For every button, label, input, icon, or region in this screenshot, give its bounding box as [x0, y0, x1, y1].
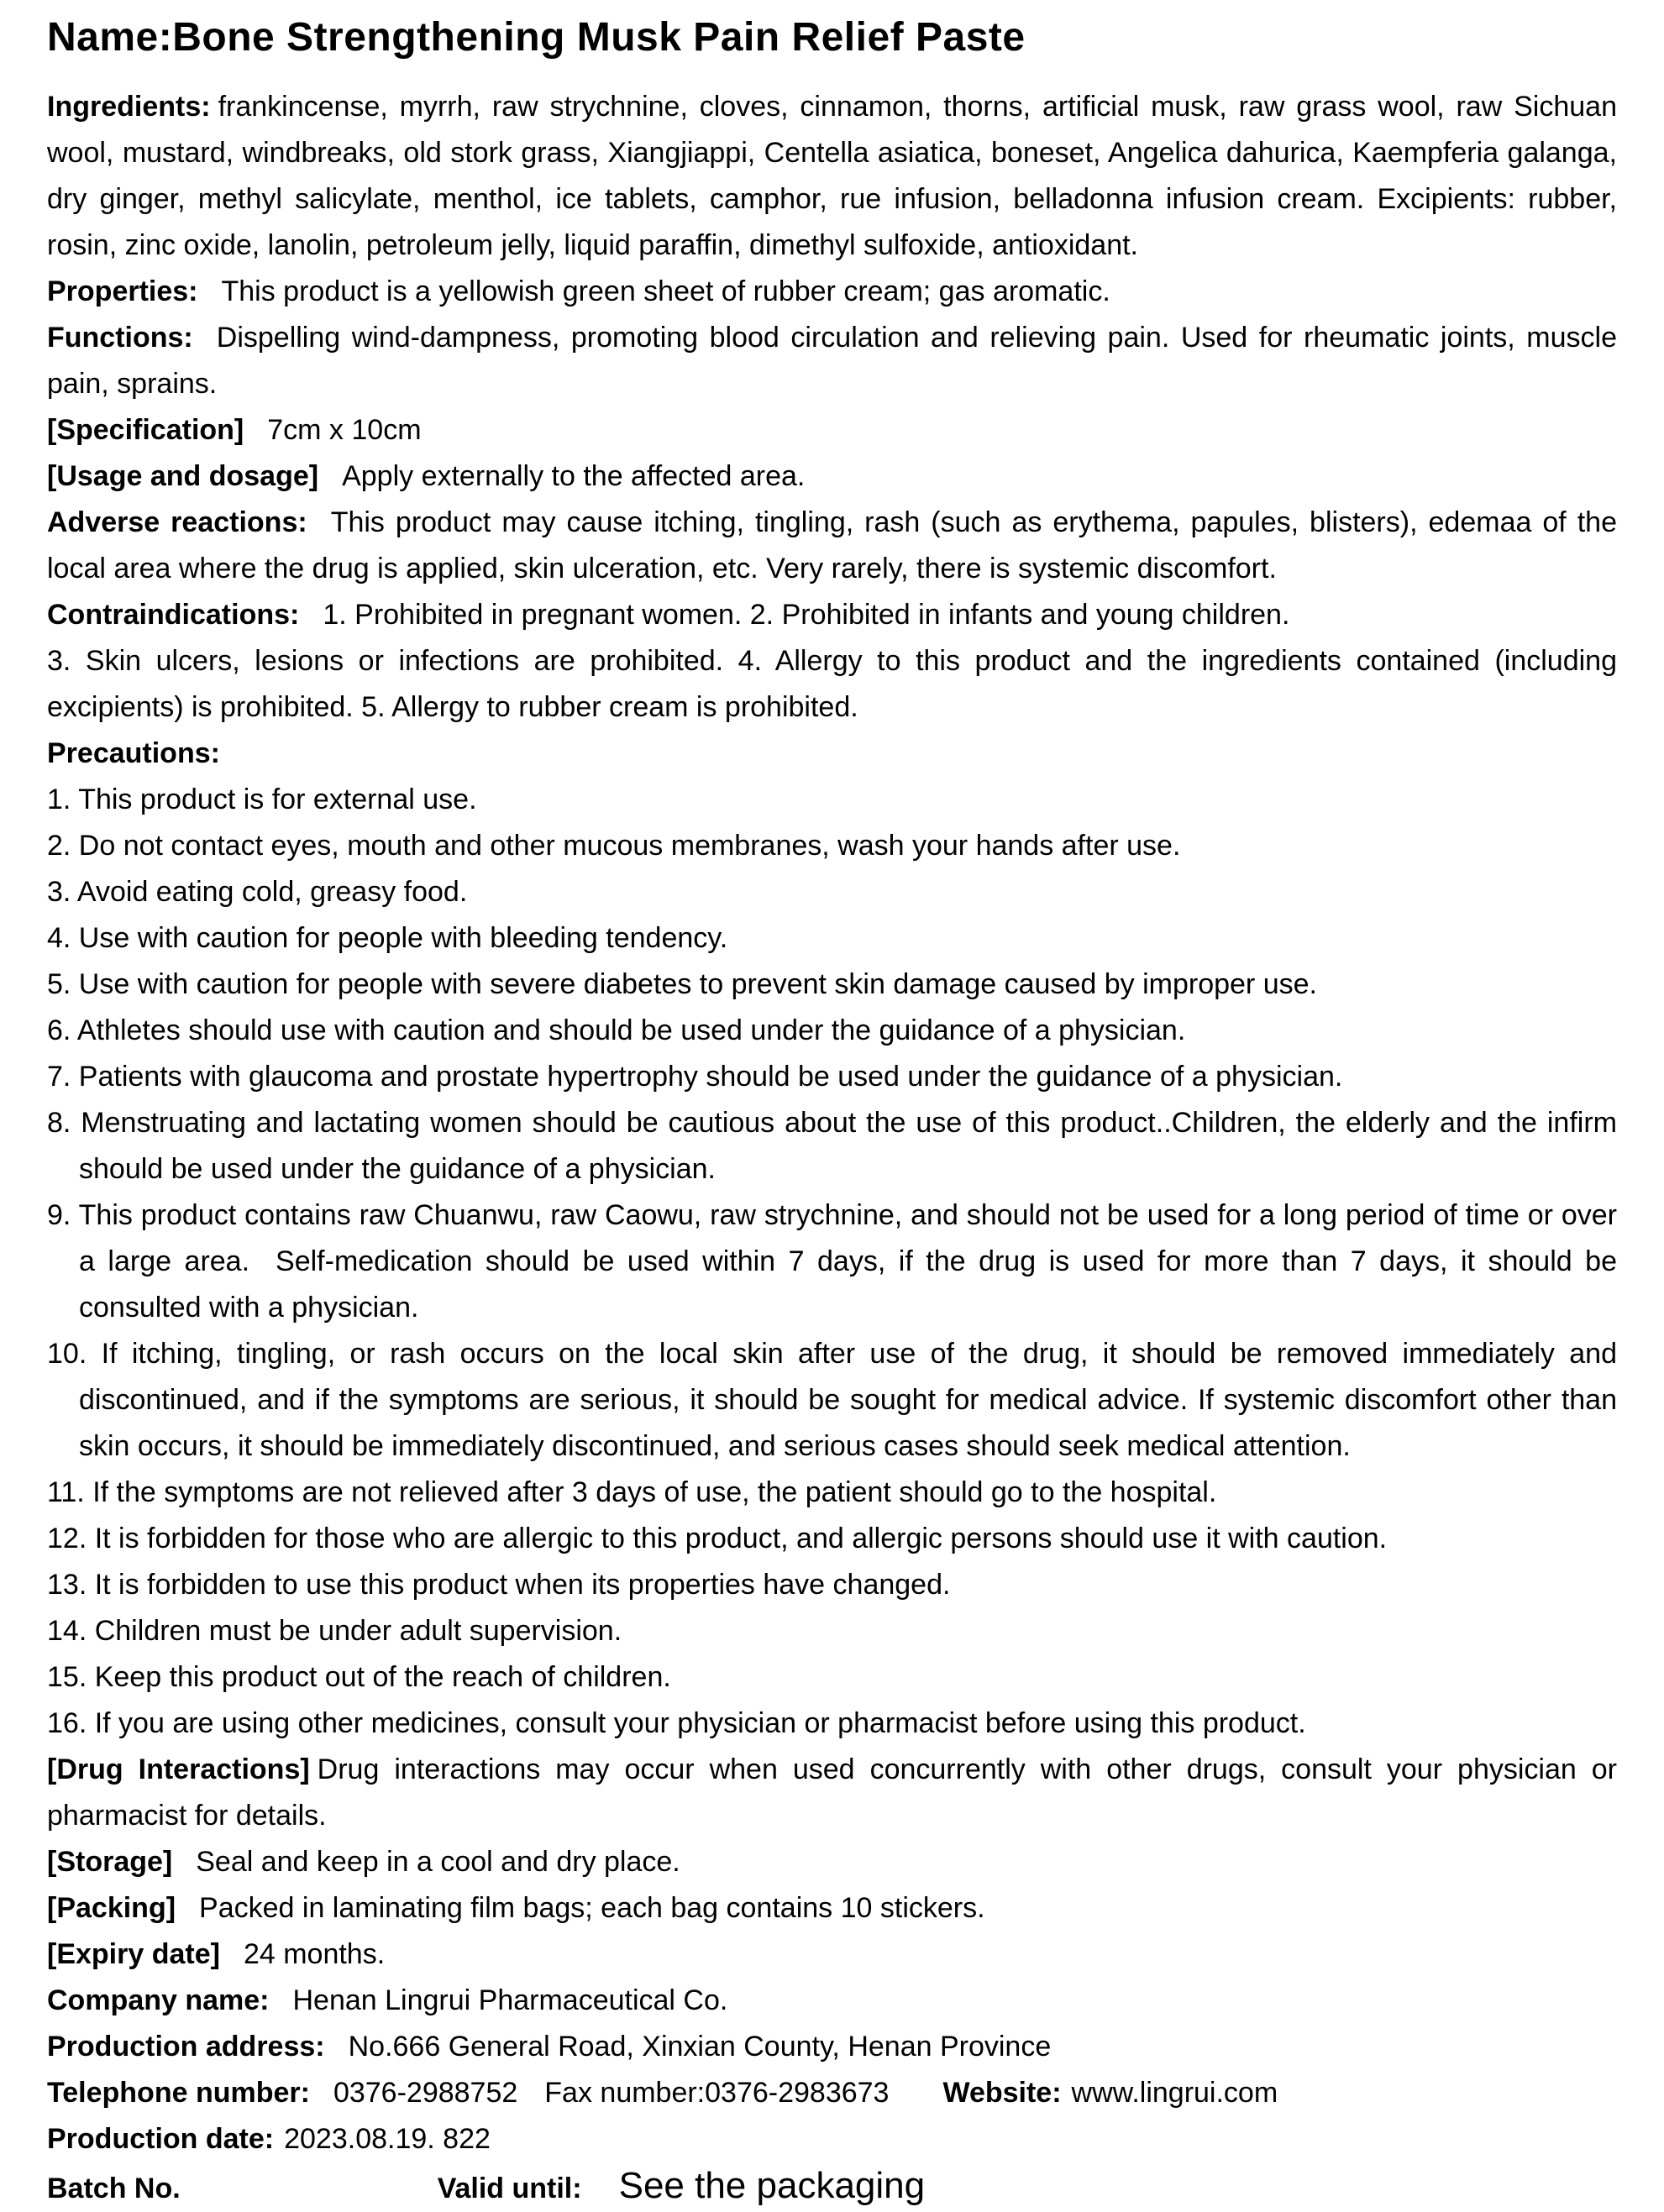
precaution-item-7: 7. Patients with glaucoma and prostate hypertrophy should be used under the guidance of a physician. — [47, 1061, 1343, 1093]
company-paragraph — [47, 1978, 1617, 2024]
expiry-paragraph — [47, 1932, 1617, 1978]
production-date-label: Production date: — [47, 2123, 275, 2155]
precaution-item-12: 12. It is forbidden for those who are allergic to this product, and allergic persons should use it with caution. — [47, 1523, 1388, 1554]
adverse-reactions-paragraph — [47, 500, 1617, 592]
document-title: Name:Bone Strengthening Musk Pain Relief Paste — [47, 15, 1026, 60]
contact-row — [47, 2070, 1617, 2116]
telephone-label: Telephone number: — [47, 2077, 310, 2109]
usage-text: Apply externally to the affected area. — [342, 460, 806, 492]
production-date-value: 2023.08.19. 822 — [284, 2123, 491, 2155]
website-value: www.lingrui.com — [1071, 2077, 1278, 2109]
functions-paragraph — [47, 315, 1617, 407]
precautions-heading — [47, 731, 1617, 777]
telephone-value: 0376-2988752 — [333, 2077, 518, 2109]
valid-until-label: Valid until: — [437, 2173, 582, 2204]
contraindications-paragraph — [47, 592, 1617, 638]
contraindications-continued: 3. Skin ulcers, lesions or infections are prohibited. 4. Allergy to this product and the ingredients contained (including excipients) is prohibited. 5. Allergy to rubber cream is prohibited. — [47, 645, 1617, 723]
drug-interactions-label: [Drug Interactions] — [47, 1753, 310, 1785]
packing-paragraph — [47, 1885, 1617, 1932]
usage-paragraph — [47, 453, 1617, 500]
batch-row — [47, 2162, 1617, 2212]
properties-text: This product is a yellowish green sheet of rubber cream; gas aromatic. — [221, 275, 1110, 307]
ingredients-text: frankincense, myrrh, raw strychnine, cloves, cinnamon, thorns, artificial musk, raw grass wool, raw Sichuan wool, mustard, windbreaks, old stork grass, Xiangjiappi, Centella asiatica, boneset, Angelica dahurica, Kaempferia galanga, dry ginger, methyl salicylate, menthol, ice tablets, camphor, rue infusion, belladonna infusion cream. Excipients: rubber, rosin, zinc oxide, lanolin, petroleum jelly, liquid paraffin, dimethyl sulfoxide, antioxidant. — [47, 91, 1617, 261]
properties-label: Properties: — [47, 275, 198, 307]
precaution-item-15: 15. Keep this product out of the reach of children. — [47, 1661, 671, 1693]
contraindications-text: 1. Prohibited in pregnant women. 2. Prohibited in infants and young children. — [323, 599, 1290, 631]
storage-label: [Storage] — [47, 1846, 173, 1878]
production-date-row — [47, 2116, 1617, 2162]
expiry-text: 24 months. — [243, 1938, 386, 1970]
precaution-item-13: 13. It is forbidden to use this product when its properties have changed. — [47, 1569, 951, 1601]
specification-text: 7cm x 10cm — [267, 414, 422, 446]
precaution-item-4: 4. Use with caution for people with bleeding tendency. — [47, 922, 728, 954]
adverse-reactions-text: This product may cause itching, tingling, rash (such as erythema, papules, blisters), edemaa of the local area where the drug is applied, skin ulceration, etc. Very rarely, there is systemic discomfort. — [47, 506, 1617, 584]
ingredients-paragraph — [47, 84, 1617, 269]
drug-interactions-text: Drug interactions may occur when used concurrently with other drugs, consult your physician or pharmacist for details. — [47, 1753, 1618, 1832]
precaution-item-3: 3. Avoid eating cold, greasy food. — [47, 876, 468, 908]
precaution-item-14: 14. Children must be under adult supervision. — [47, 1615, 622, 1647]
precaution-item-2: 2. Do not contact eyes, mouth and other mucous membranes, wash your hands after use. — [47, 830, 1181, 862]
address-paragraph — [47, 2024, 1617, 2070]
valid-until-value: See the packaging — [618, 2165, 926, 2206]
address-text: No.666 General Road, Xinxian County, Henan Province — [348, 2031, 1052, 2063]
precautions-label: Precautions: — [47, 737, 220, 769]
specification-label: [Specification] — [47, 414, 244, 446]
batch-no-label: Batch No. — [47, 2173, 181, 2204]
contraindications-label: Contraindications: — [47, 599, 300, 631]
precaution-item-8: 8. Menstruating and lactating women should be cautious about the use of this product..Children, the elderly and the infirm should be used under the guidance of a physician. — [47, 1107, 1617, 1185]
packing-text: Packed in laminating film bags; each bag contains 10 stickers. — [199, 1892, 985, 1924]
specification-paragraph — [47, 407, 1617, 453]
storage-paragraph — [47, 1839, 1617, 1885]
storage-text: Seal and keep in a cool and dry place. — [196, 1846, 680, 1878]
company-label: Company name: — [47, 1984, 270, 2016]
website-label: Website: — [942, 2077, 1062, 2109]
functions-text: Dispelling wind-dampness, promoting blood circulation and relieving pain. Used for rheumatic joints, muscle pain, sprains. — [47, 322, 1617, 400]
precaution-item-6: 6. Athletes should use with caution and should be used under the guidance of a physician. — [47, 1014, 1186, 1046]
precaution-item-5: 5. Use with caution for people with severe diabetes to prevent skin damage caused by improper use. — [47, 968, 1317, 1000]
fax-value: Fax number:0376-2983673 — [544, 2077, 890, 2109]
precaution-item-16: 16. If you are using other medicines, consult your physician or pharmacist before using this product. — [47, 1707, 1306, 1739]
company-text: Henan Lingrui Pharmaceutical Co. — [292, 1984, 728, 2016]
drug-interactions-paragraph — [47, 1747, 1617, 1839]
ingredients-label: Ingredients: — [47, 91, 211, 123]
packing-label: [Packing] — [47, 1892, 176, 1924]
address-label: Production address: — [47, 2031, 325, 2063]
functions-label: Functions: — [47, 322, 193, 354]
usage-label: [Usage and dosage] — [47, 460, 319, 492]
expiry-label: [Expiry date] — [47, 1938, 220, 1970]
properties-paragraph — [47, 269, 1617, 315]
precaution-item-11: 11. If the symptoms are not relieved after 3 days of use, the patient should go to the hospital. — [47, 1476, 1217, 1508]
precaution-item-9: 9. This product contains raw Chuanwu, raw Caowu, raw strychnine, and should not be used for a long period of time or over a large area. Self-medication should be used within 7 days, if the drug is used for more than 7 days, it should be consulted with a physician. — [47, 1199, 1617, 1324]
adverse-reactions-label: Adverse reactions: — [47, 506, 307, 538]
precaution-item-10: 10. If itching, tingling, or rash occurs on the local skin after use of the drug, it should be removed immediately and discontinued, and if the symptoms are serious, it should be sought for medical advice. If systemic discomfort other than skin occurs, it should be immediately discontinued, and serious cases should seek medical attention. — [47, 1338, 1617, 1462]
precaution-item-1: 1. This product is for external use. — [47, 784, 477, 815]
